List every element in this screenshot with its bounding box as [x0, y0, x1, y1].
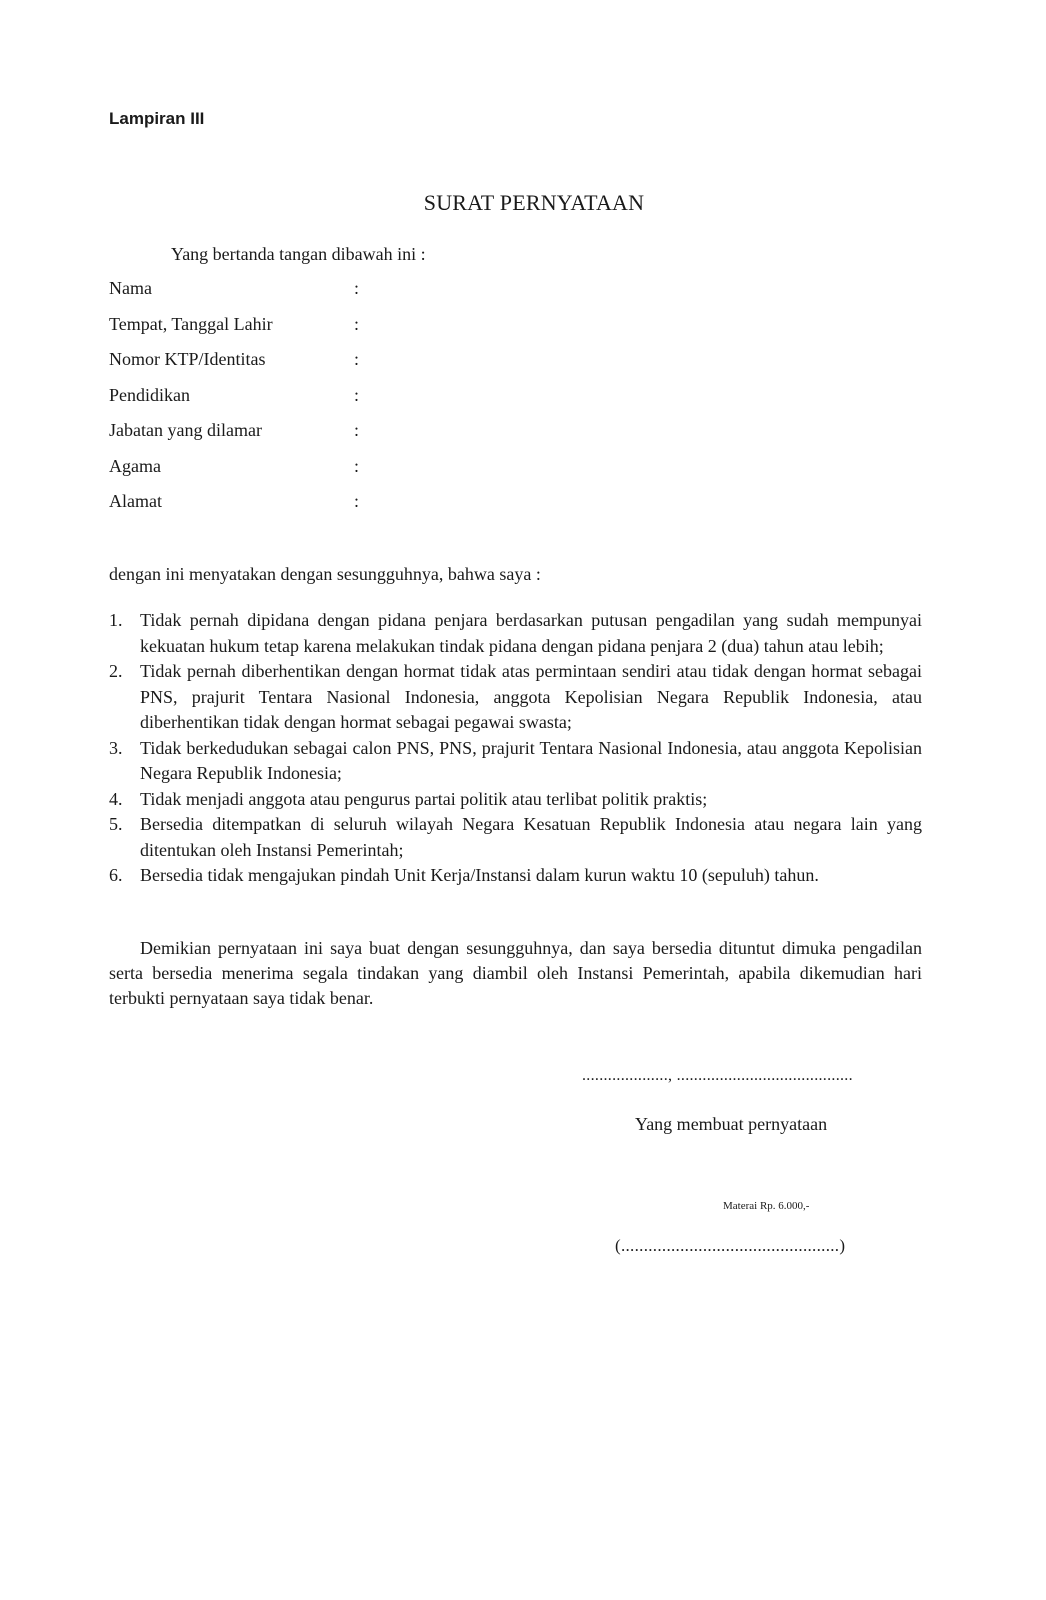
statement-item [109, 736, 922, 787]
field-row-pendidikan [109, 385, 509, 421]
statement-number: 2. [109, 661, 123, 681]
field-separator: : [354, 278, 360, 298]
field-row-nama [109, 278, 509, 314]
attachment-label: Lampiran III [109, 109, 205, 128]
field-separator: : [354, 349, 360, 369]
statement-text: Tidak menjadi anggota atau pengurus partai politik atau terlibat politik praktis; [140, 788, 708, 809]
statement-number: 1. [109, 610, 123, 630]
statement-list [109, 608, 922, 889]
statement-text: Tidak berkedudukan sebagai calon PNS, PNS, prajurit Tentara Nasional Indonesia, atau anggota Kepolisian Negara Republik Indonesia; [140, 737, 922, 783]
field-label: Nomor KTP/Identitas [109, 349, 266, 369]
field-label: Alamat [109, 491, 162, 511]
statement-text: Tidak pernah diberhentikan dengan hormat tidak atas permintaan sendiri atau tidak dengan hormat sebagai PNS, prajurit Tentara Nasional Indonesia, anggota Kepolisian Negara Republik Indonesia, atau diberhentikan tidak dengan hormat sebagai pegawai swasta; [140, 661, 922, 732]
signature-name-line: (................................................) [615, 1236, 846, 1255]
identity-fields [109, 278, 509, 527]
statement-number: 6. [109, 865, 123, 885]
signature-place-date: ...................., ......................................... [582, 1067, 853, 1084]
statement-text: Tidak pernah dipidana dengan pidana penjara berdasarkan putusan pengadilan yang sudah mempunyai kekuatan hukum tetap karena melakukan tindak pidana dengan pidana penjara 2 (dua) tahun atau lebih; [140, 610, 922, 656]
field-label: Agama [109, 455, 161, 476]
field-label: Pendidikan [109, 384, 190, 405]
field-row-nomor-ktp [109, 349, 509, 385]
field-separator: : [354, 313, 360, 334]
statement-lead: dengan ini menyatakan dengan sesungguhnya, bahwa saya : [109, 564, 541, 584]
field-separator: : [354, 384, 360, 405]
stamp-duty-note: Materai Rp. 6.000,- [723, 1200, 810, 1212]
field-separator: : [354, 420, 360, 440]
statement-item [109, 787, 922, 813]
statement-number: 5. [109, 814, 123, 834]
field-separator: : [354, 491, 360, 511]
field-label: Nama [109, 278, 152, 298]
field-row-tempat-tanggal-lahir [109, 314, 509, 350]
document-title: SURAT PERNYATAAN [423, 190, 645, 215]
statement-text: Bersedia ditempatkan di seluruh wilayah Negara Kesatuan Republik Indonesia atau negara lain yang ditentukan oleh Instansi Pemerintah; [140, 814, 922, 860]
statement-number: 4. [109, 788, 123, 809]
field-label: Jabatan yang dilamar [109, 420, 262, 440]
field-separator: : [354, 455, 360, 476]
signature-label: Yang membuat pernyataan [635, 1114, 828, 1134]
statement-text: Bersedia tidak mengajukan pindah Unit Kerja/Instansi dalam kurun waktu 10 (sepuluh) tahun. [140, 865, 819, 885]
intro-text: Yang bertanda tangan dibawah ini : [171, 244, 426, 264]
statement-item [109, 608, 922, 659]
field-row-agama [109, 456, 509, 492]
statement-item [109, 659, 922, 736]
field-row-jabatan [109, 420, 509, 456]
field-row-alamat [109, 491, 509, 527]
statement-item [109, 863, 922, 889]
field-label: Tempat, Tanggal Lahir [109, 313, 273, 334]
statement-item [109, 812, 922, 863]
statement-number: 3. [109, 737, 123, 758]
closing-paragraph: Demikian pernyataan ini saya buat dengan sesungguhnya, dan saya bersedia dituntut dimuka pengadilan serta bersedia menerima segala tindakan yang diambil oleh Instansi Pemerintah, apabila dikemudian hari terbukti pernyataan saya tidak benar. [109, 938, 922, 1008]
